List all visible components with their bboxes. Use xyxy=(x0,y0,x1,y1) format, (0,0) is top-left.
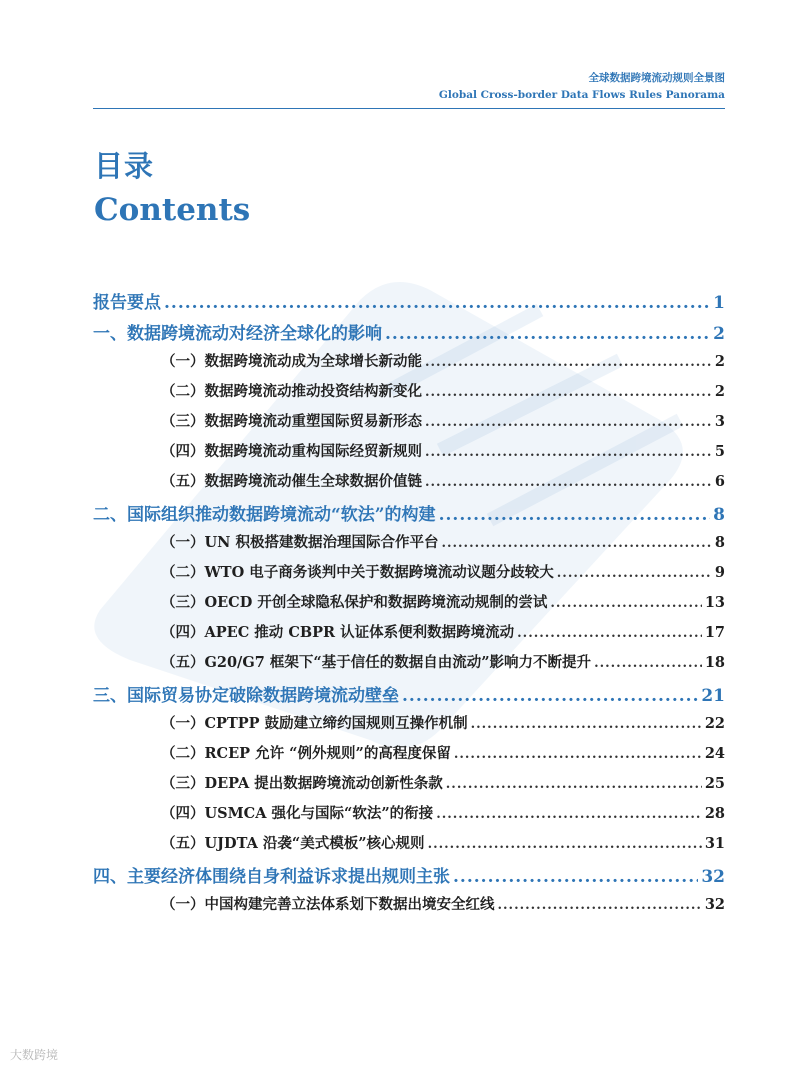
toc-entry-page: 31 xyxy=(704,835,725,852)
toc-dot-leader xyxy=(425,415,712,430)
toc-entry-section[interactable] xyxy=(93,440,725,470)
toc-dot-leader xyxy=(425,355,712,370)
toc-dot-leader xyxy=(446,777,702,792)
toc-entry-label: （一）CPTPP 鼓励建立缔约国规则互操作机制 xyxy=(161,715,468,732)
toc-entry-label: 三、国际贸易协定破除数据跨境流动壁垒 xyxy=(93,686,399,706)
toc-entry-label: （三）DEPA 提出数据跨境流动创新性条款 xyxy=(161,775,443,792)
toc-dot-leader xyxy=(441,536,711,551)
toc-entry-page: 17 xyxy=(704,624,725,641)
toc-entry-page: 22 xyxy=(704,715,725,732)
toc-dot-leader xyxy=(557,566,712,581)
toc-entry-page: 9 xyxy=(714,564,725,581)
toc-entry-page: 21 xyxy=(701,686,725,706)
toc-entry-page: 2 xyxy=(713,324,725,344)
toc-entry-label: （五）数据跨境流动催生全球数据价值链 xyxy=(161,473,422,490)
toc-entry-page: 2 xyxy=(714,353,725,370)
toc-entry-chapter[interactable] xyxy=(93,681,725,712)
toc-dot-leader xyxy=(454,747,702,762)
toc-entry-page: 5 xyxy=(714,443,725,460)
toc-dot-leader xyxy=(594,656,702,671)
toc-entry-section[interactable] xyxy=(93,591,725,621)
toc-entry-section[interactable] xyxy=(93,561,725,591)
toc-entry-page: 1 xyxy=(713,293,725,313)
toc-entry-section[interactable] xyxy=(93,832,725,862)
toc-title-cn: 目录 xyxy=(94,149,155,183)
toc-dot-leader xyxy=(164,293,710,313)
toc-entry-label: （三）OECD 开创全球隐私保护和数据跨境流动规制的尝试 xyxy=(161,594,548,611)
toc-entry-page: 3 xyxy=(714,413,725,430)
toc-entry-label: （五）UJDTA 沿袭“美式模板”核心规则 xyxy=(161,835,425,852)
toc-dot-leader xyxy=(425,385,712,400)
toc-entry-label: （一）中国构建完善立法体系划下数据出境安全红线 xyxy=(161,896,495,913)
toc-entry-page: 24 xyxy=(704,745,725,762)
toc-entry-page: 32 xyxy=(704,896,725,913)
toc-entry-section[interactable] xyxy=(93,350,725,380)
toc-entry-label: （一）数据跨境流动成为全球增长新动能 xyxy=(161,353,422,370)
toc-entry-section[interactable] xyxy=(93,742,725,772)
toc-dot-leader xyxy=(498,898,702,913)
toc-dot-leader xyxy=(385,324,710,344)
toc-entry-section[interactable] xyxy=(93,893,725,923)
header-title-cn: 全球数据跨境流动规则全景图 xyxy=(588,72,725,84)
toc-entry-chapter[interactable] xyxy=(93,862,725,893)
toc-entry-page: 8 xyxy=(713,505,725,525)
header-title-en: Global Cross-border Data Flows Rules Panorama xyxy=(438,89,725,101)
toc-entry-label: 报告要点 xyxy=(93,293,161,313)
toc-dot-leader xyxy=(402,686,698,706)
toc-entry-label: 一、数据跨境流动对经济全球化的影响 xyxy=(93,324,382,344)
toc-entry-chapter[interactable] xyxy=(93,319,725,350)
toc-entry-label: （五）G20/G7 框架下“基于信任的数据自由流动”影响力不断提升 xyxy=(161,654,592,671)
toc-entry-section[interactable] xyxy=(93,470,725,500)
footer-watermark-text: 大数跨境 xyxy=(10,1048,59,1062)
toc-entry-label: （二）RCEP 允许 “例外规则”的高程度保留 xyxy=(161,745,451,762)
toc-title-en: Contents xyxy=(94,192,251,228)
toc-entry-label: 四、主要经济体围绕自身利益诉求提出规则主张 xyxy=(93,867,450,887)
toc-entry-section[interactable] xyxy=(93,621,725,651)
toc-entry-section[interactable] xyxy=(93,802,725,832)
toc-entry-label: （四）数据跨境流动重构国际经贸新规则 xyxy=(161,443,422,460)
toc-entry-page: 32 xyxy=(701,867,725,887)
toc-entry-page: 8 xyxy=(714,534,725,551)
toc-dot-leader xyxy=(425,445,712,460)
toc-entry-chapter[interactable] xyxy=(93,500,725,531)
toc-dot-leader xyxy=(550,596,701,611)
toc-entry-label: （一）UN 积极搭建数据治理国际合作平台 xyxy=(161,534,439,551)
toc-dot-leader xyxy=(517,626,702,641)
toc-entry-page: 18 xyxy=(704,654,725,671)
running-header xyxy=(93,64,725,109)
toc-entry-section[interactable] xyxy=(93,531,725,561)
toc-entry-label: （二）WTO 电子商务谈判中关于数据跨境流动议题分歧较大 xyxy=(161,564,554,581)
toc-entry-page: 28 xyxy=(704,805,725,822)
toc-entry-section[interactable] xyxy=(93,651,725,681)
toc-entry-page: 25 xyxy=(704,775,725,792)
toc-dot-leader xyxy=(471,717,702,732)
toc-entry-label: （三）数据跨境流动重塑国际贸易新形态 xyxy=(161,413,422,430)
toc-entry-page: 2 xyxy=(714,383,725,400)
toc-dot-leader xyxy=(453,867,698,887)
toc-entry-section[interactable] xyxy=(93,410,725,440)
toc-entry-page: 6 xyxy=(714,473,725,490)
toc-entry-chapter[interactable] xyxy=(93,288,725,319)
toc-entry-section[interactable] xyxy=(93,772,725,802)
toc-entry-page: 13 xyxy=(704,594,725,611)
table-of-contents xyxy=(93,288,725,923)
toc-entry-label: 二、国际组织推动数据跨境流动“软法”的构建 xyxy=(93,505,436,525)
toc-dot-leader xyxy=(425,475,712,490)
toc-entry-label: （四）APEC 推动 CBPR 认证体系便利数据跨境流动 xyxy=(161,624,515,641)
toc-entry-label: （二）数据跨境流动推动投资结构新变化 xyxy=(161,383,422,400)
toc-entry-section[interactable] xyxy=(93,380,725,410)
toc-dot-leader xyxy=(428,837,702,852)
toc-entry-label: （四）USMCA 强化与国际“软法”的衔接 xyxy=(161,805,434,822)
toc-dot-leader xyxy=(439,505,711,525)
toc-dot-leader xyxy=(436,807,702,822)
toc-entry-section[interactable] xyxy=(93,712,725,742)
